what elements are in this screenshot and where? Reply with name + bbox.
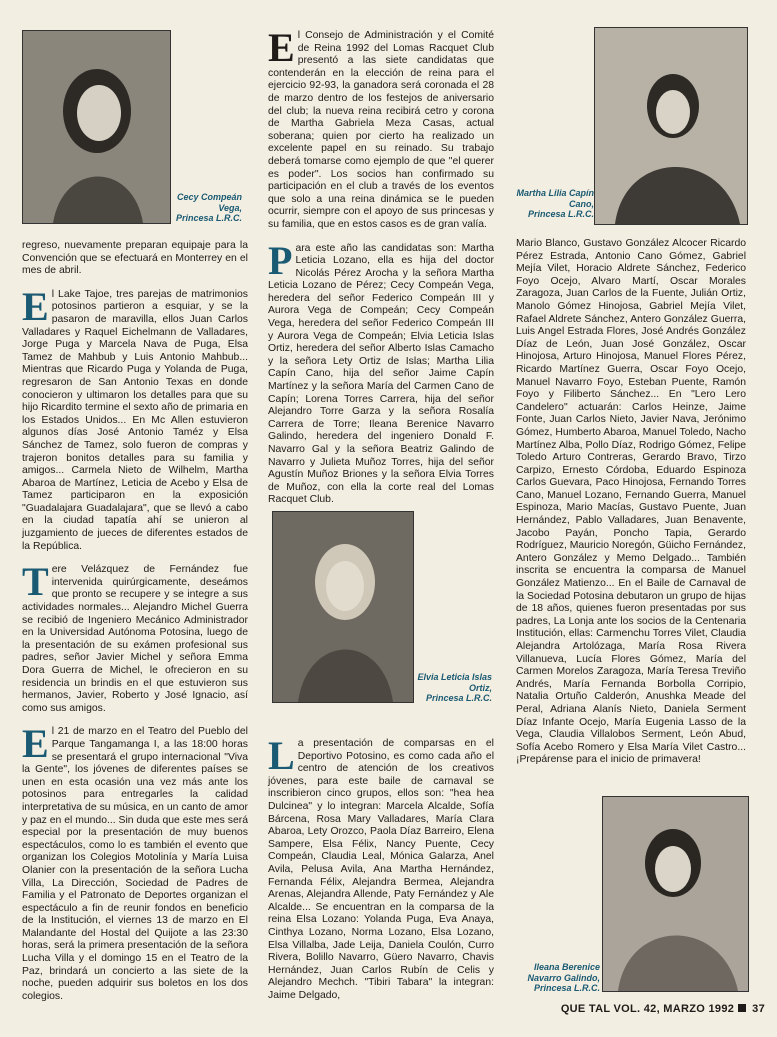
portrait-illustration [595, 28, 747, 224]
portrait-illustration [603, 797, 748, 991]
paragraph: El Lake Tajoe, tres parejas de matrimonios potosinos partieron a esquiar, y se la pasaron de maravilla, ellos Juan Carlos Valladares y Raquel Eichelmann de Valladares, Jorge Puga y Marcela Nava de Puga, Elsa Tamez de Mahbub y Luis Antonio Mahbub... Mientras que Ricardo Puga y Yolanda de Puga, regresaron de San Antonio Texas en donde conocieron y ultimaron los detalles para que su hijo Ricardito termine el sexto año de primaria en los Estados Unidos... En Mc Allen estuvieron algunos días José Antonio Taméz y Elsa Sánchez de Tamez, solo fueron de compras y trajeron bonitos detalles para su familia y amigos... Carmela Nieto de Wilhelm, Martha Abaroa de Martínez, Leticia de Acebo y Elsa de Tamez participaron en la exposición "Guadalajara Guadalajara", que se llevó a cabo en la ciudad tapatía ahí se unieron al juzgamiento de jueces de diferentes estados de la República. [22, 283, 248, 552]
drop-cap: L [268, 733, 295, 778]
caption-martha: Martha Lilia Capín Cano, Princesa L.R.C. [516, 188, 594, 219]
column-center-bottom [268, 733, 494, 1013]
paragraph: La presentación de comparsas en el Deportivo Potosino, es como cada año el centro de atención de los creativos jóvenes, para este baile de carnaval se inscribieron cinco grupos, ellos son: "hea hea Dulcinea" y lo integran: Marcela Alcalde, Sofía Bárcena, Rosa Mary Valladares, María Clara Abaroa, Lety Orozco, Paola Díaz Barreiro, Elena Sampere, Elsa Félix, Nancy Puente, Cecy Compeán, Claudia Leal, Mónica Galarza, Anel Avila, Pelusa Avila, Ana Martha Hernández, Fernanda Félix, Alejandra Bermea, Alejandra Arenas, Alejandra Allende, Paty Fernández y Ale Alcalde... Se encuentran en la comparsa de la reina Elsa Lozano: Yolanda Puga, Eva Anaya, Cinthya Lozano, Norma Lozano, Elsa Lozano, Elsa Villalba, Jade Leija, Daniela Coulón, Curro Rivera, Bolillo Navarro, Güero Navarro, Chavis Hernández, Juan Carlos Rubín de Celis y Alejandro Mechch. "Tibiri Tabara" la integran: Jaime Delgado, [268, 733, 494, 1001]
paragraph: Para este año las candidatas son: Martha Leticia Lozano, ella es hija del doctor Nicolás Pérez Arocha y la señora Martha Leticia Lozano de Pérez; Cecy Compeán Vega, heredera del señor Federico Compeán III y Aurora Vega de Compeán; Cecy Compeán Vega, heredera del señor Federico Compeán III y Aurora Vega de Compeán; Elvia Leticia Islas Ortiz, heredera del señor Alberto Islas Camacho y la señora Lety Ortiz de Islas; Martha Lilia Capín Cano, hija del señor Jaime Capín Martínez y la señora María del Carmen Cano de Capín; Lorena Torres Carrera, hija del señor Alejandro Torre Garza y la señora Rosalía Carrera de Torre; Ileana Berenice Navarro Galindo, heredera del ingeniero Donald F. Navarro Gal y la señora Beatriz Galindo de Navarro y Julieta Muñoz Torres, hija del señor Agustín Muñoz Briones y la señora Elvia Torres de Muñoz, con ella la corte real del Lomas Racquet Club. [268, 237, 494, 506]
publication-info: QUE TAL VOL. 42, MARZO 1992 [560, 1003, 735, 1015]
paragraph: El Consejo de Administración y el Comité de Reina 1992 del Lomas Racquet Club presentó a las siete candidatas que contenderán en la elección de reina para el ejercicio 92-93, la ganadora será coronada el 28 de marzo dentro de los festejos de aniversario del club; la nueva reina recibirá cetro y corona de Martha Gabriela Meza Casas, actual soberana; quien por cierto ha realizado un excelente papel en su reinado. Su trabajo deberá tomarse como ejemplo de que "el querer es poder". Los socios han confirmado su participación en el club a través de los eventos que solo a una reina dinámica se le pueden ocurrir, siempre con el apoyo de sus princesas y su familia, que en estos casos es de gran valía. [268, 25, 494, 230]
column-left [22, 240, 248, 1014]
drop-cap: E [268, 25, 295, 70]
caption-ileana: Ileana Berenice Navarro Galindo, Princesa L.R.C. [527, 962, 600, 993]
square-bullet-icon [738, 1004, 746, 1012]
drop-cap: P [268, 237, 293, 283]
photo-ileana-navarro [602, 796, 749, 992]
column-center-top [268, 25, 494, 518]
photo-elvia-islas [272, 511, 414, 703]
photo-martha-capin [594, 27, 748, 225]
paragraph: regreso, nuevamente preparan equipaje para la Convención que se efectuará en Monterrey en el mes de abril. [22, 240, 248, 277]
caption-cecy: Cecy Compeán Vega, Princesa L.R.C. [175, 192, 242, 223]
page-footer [561, 1003, 765, 1015]
portrait-illustration [23, 31, 170, 223]
portrait-illustration [273, 512, 413, 702]
paragraph: Mario Blanco, Gustavo González Alcocer Ricardo Pérez Estrada, Antonio Cano Gómez, Gabriel Mejía Vilet, Horacio Aldrete Sánchez, Federico Foyo Ocejo, Alvaro Martí, Oscar Morales Zaragoza, Juan Carlos de la Fuente, Julián Ortiz, Manolo Gómez Hinojosa, Gabriel Mejía Vilet, Rafael Aldrete Sánchez, Antero González Guerra, Luis Angel Estrada Flores, José Andrés González Díaz de León, Juan José González, Oscar Hinojosa, Arturo Hinojosa, Manuel Flores Pérez, Ricardo Martínez Guerra, Oscar Foyo Ocejo, Manuel Navarro Foyo, Esteban Puente, Ramón Foyo y Filiberto Sánchez... En "Lero Lero Candelero" actuarán: Carlos Heinze, Jaime Fonte, Juan Carlos Nieto, Javier Nava, Jerónimo Gómez, Humberto Abaroa, Manuel Toledo, Nacho Martínez Alba, Pollo Díaz, Rodrigo Gómez, Felipe Toledo Arturo Contreras, Gerardo Bravo, Tirzo Carpizo, Ernesto Córdoba, Eduardo Espinoza Carlos Guevara, Paco Hinojosa, Fernando Torres Cano, Manuel Lozano, Fernando Guerra, Manuel Espinoza, Mario Macías, Gustavo Puente, Juan Hernández, Pablo Valladares, Juan Benavente, Jacobo Payán, Poncho Tapia, Gerardo Rodríguez, Mauricio Noregón, Güicho Fernández, Antero González y Memo Delgado... También inscrita se encuentra la comparsa de Manuel González Matienzo... En el Baile de Carnaval de la Sociedad Potosina debutaron un grupo de hijas de 18 años, quienes fueron presentadas por sus padres, La Lonja ante los socios de la Centenaria Institución, ellas: Carmenchu Torres Vilet, Claudia Alejandra Artolózaga, María Rosa Rivera Villanueva, Lucía Flores Gómez, María del Carmen Morelos Zaragoza, María Teresa Treviño Andrés, María Fernanda Borbolla Corripio, Natalia Ortuño Calderón, Anushka Meade del Peral, Adriana Alanís Nieto, Daniela Serment Díaz Infante Ocejo, María Eugenia Lasso de la Vega, Claudia Villalobos Serment, León Abud, Sofía Acebo Romero y Elsa María Vilet Castro... ¡Prepárense para el inicio de primavera! [516, 238, 746, 766]
paragraph: El 21 de marzo en el Teatro del Pueblo del Parque Tangamanga I, a las 18:00 horas se presentará el grupo internacional "Viva la Gente", los jóvenes de diferentes países se unen en esta ocasión una vez más ante los potosinos para entregarles la calidad interpretativa de su música, en un canto de amor y paz en el mundo... Sin duda que este mes será especial por la presentación de muy buenos espectáculos, como lo es también el evento que organizan los Colegios Motolinía y María Luisa Olanier con la presentación de la señora Lucha Villa, La Dirección, Sociedad de Padres de Familia y el Patronato de Deportes organizan el espectáculo a fin de reunir fondos en beneficio de la Institución, el viernes 13 de marzo en El Malandante del Hostal del Quijote a las 23:30 horas, será la primera presentación de la señora Lucha Villa y el domingo 15 en el Teatro de la Paz, brindará un concierto a las siete de la noche, pueden adquirir sus boletos en los dos colegios. [22, 721, 248, 1002]
column-right [516, 238, 746, 778]
drop-cap: T [22, 559, 49, 605]
drop-cap: E [22, 283, 49, 329]
caption-elvia: Elvia Leticia Islas Ortiz, Princesa L.R.C. [417, 672, 492, 703]
photo-cecy-compean [22, 30, 171, 224]
paragraph: Tere Velázquez de Fernández fue intervenida quirúrgicamente, deseámos que pronto se recupere y se integre a sus actividades normales... Alejandro Michel Guerra se recibió de Ingeniero Mecánico Administrador en la Universidad Autónoma Potosina, luego de la presentación de su exámen profesional sus padres, señor Javier Michel y señora Emma Dora Guerra de Michel, le ofrecieron en su residencia un brindis en el que estuvieron sus hermanos, Javier, Roberto y José Ignacio, así como sus amigos. [22, 559, 248, 714]
page-number: 37 [752, 1003, 765, 1015]
drop-cap: E [22, 721, 49, 767]
